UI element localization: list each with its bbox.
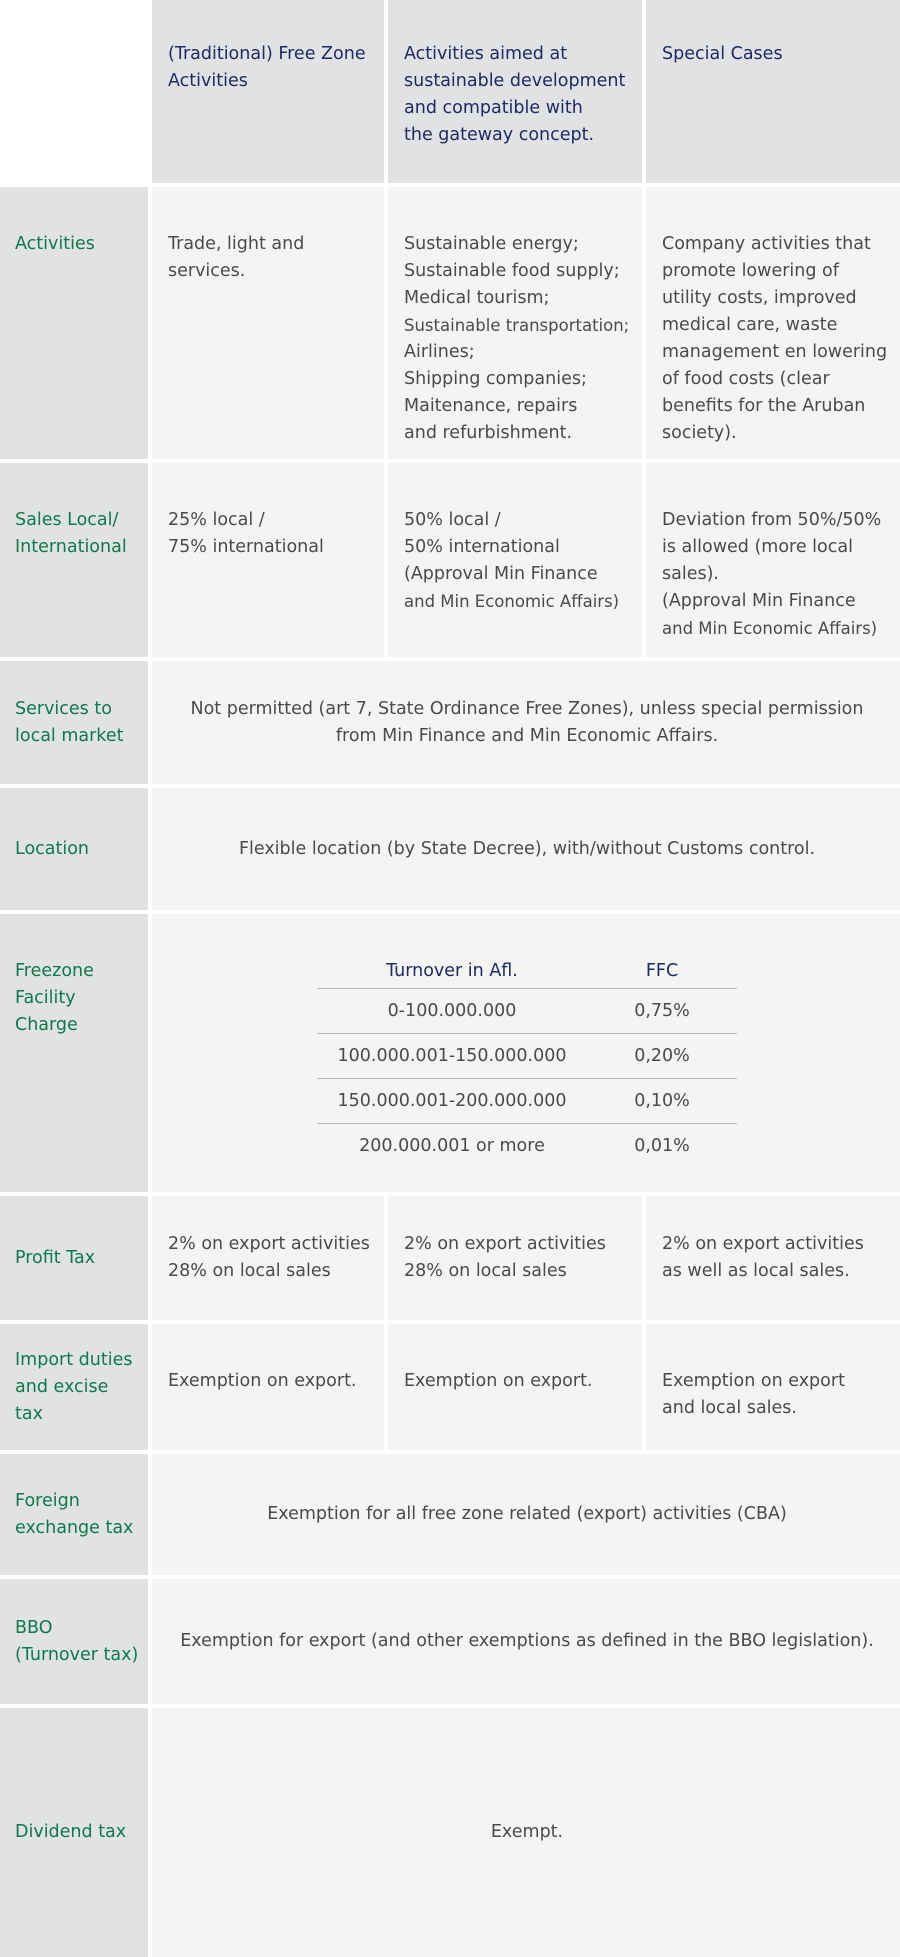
row-label-import-duties: Import duties and excise tax bbox=[0, 1324, 148, 1450]
ffc-rate-cell: 0,20% bbox=[587, 1034, 737, 1079]
activities-traditional: Trade, light and services. bbox=[152, 187, 384, 459]
ffc-header-turnover: Turnover in Afl. bbox=[317, 954, 587, 989]
row-label-location: Location bbox=[0, 788, 148, 910]
ffc-rate-cell: 0,75% bbox=[587, 989, 737, 1034]
profit-tax-special-cases: 2% on export activities as well as local sales. bbox=[646, 1196, 900, 1320]
profit-tax-traditional: 2% on export activities 28% on local sales bbox=[152, 1196, 384, 1320]
activities-special-cases: Company activities that promote lowering of utility costs, improved medical care, waste management en lowering of food costs (clear benefits for the Aruban society). bbox=[646, 187, 900, 459]
sales-special-cases: Deviation from 50%/50% is allowed (more local sales). (Approval Min Finance and Min Economic Affairs) bbox=[646, 463, 900, 657]
header-sustainable-development: Activities aimed at sustainable development and compatible with the gateway concept. bbox=[388, 0, 642, 183]
header-corner bbox=[0, 0, 148, 183]
row-label-ffc: Freezone Facility Charge bbox=[0, 914, 148, 1192]
bbo-all-columns: Exemption for export (and other exemptions as defined in the BBO legislation). bbox=[152, 1579, 900, 1704]
row-label-services: Services to local market bbox=[0, 661, 148, 784]
ffc-rate-cell: 0,10% bbox=[587, 1079, 737, 1124]
row-label-dividend-tax: Dividend tax bbox=[0, 1708, 148, 1957]
ffc-table-header-row bbox=[317, 954, 737, 989]
row-label-bbo: BBO (Turnover tax) bbox=[0, 1579, 148, 1704]
ffc-header-rate: FFC bbox=[587, 954, 737, 989]
ffc-rate-table bbox=[317, 954, 737, 1168]
row-label-activities: Activities bbox=[0, 187, 148, 459]
import-duties-traditional: Exemption on export. bbox=[152, 1324, 384, 1450]
activities-sustainable: Sustainable energy; Sustainable food supply; Medical tourism; Sustainable transportation; Airlines; Shipping companies; Maitenance, repairs and refurbishment. bbox=[388, 187, 642, 459]
ffc-turnover-cell: 200.000.001 or more bbox=[359, 1135, 545, 1156]
foreign-exchange-all-columns: Exemption for all free zone related (export) activities (CBA) bbox=[152, 1454, 900, 1575]
ffc-all-columns bbox=[152, 914, 900, 1192]
sales-traditional: 25% local / 75% international bbox=[152, 463, 384, 657]
ffc-rate-cell: 0,01% bbox=[634, 1135, 690, 1156]
table-row bbox=[317, 1034, 737, 1079]
sales-sustainable: 50% local / 50% international (Approval Min Finance and Min Economic Affairs) bbox=[388, 463, 642, 657]
row-label-foreign-exchange-tax: Foreign exchange tax bbox=[0, 1454, 148, 1575]
import-duties-sustainable: Exemption on export. bbox=[388, 1324, 642, 1450]
ffc-turnover-cell: 100.000.001-150.000.000 bbox=[317, 1034, 587, 1079]
ffc-turnover-cell: 150.000.001-200.000.000 bbox=[317, 1079, 587, 1124]
header-traditional-free-zone: (Traditional) Free Zone Activities bbox=[152, 0, 384, 183]
import-duties-special-cases: Exemption on export and local sales. bbox=[646, 1324, 900, 1450]
header-special-cases: Special Cases bbox=[646, 0, 900, 183]
services-all-columns: Not permitted (art 7, State Ordinance Free Zones), unless special permission from Min Finance and Min Economic Affairs. bbox=[152, 661, 900, 784]
table-row bbox=[317, 1079, 737, 1124]
location-all-columns: Flexible location (by State Decree), with/without Customs control. bbox=[152, 788, 900, 910]
ffc-turnover-cell: 0-100.000.000 bbox=[317, 989, 587, 1034]
table-row bbox=[317, 989, 737, 1034]
table-row bbox=[317, 1124, 737, 1169]
row-label-profit-tax: Profit Tax bbox=[0, 1196, 148, 1320]
dividend-tax-all-columns: Exempt. bbox=[152, 1708, 900, 1957]
profit-tax-sustainable: 2% on export activities 28% on local sales bbox=[388, 1196, 642, 1320]
row-label-sales: Sales Local/ International bbox=[0, 463, 148, 657]
